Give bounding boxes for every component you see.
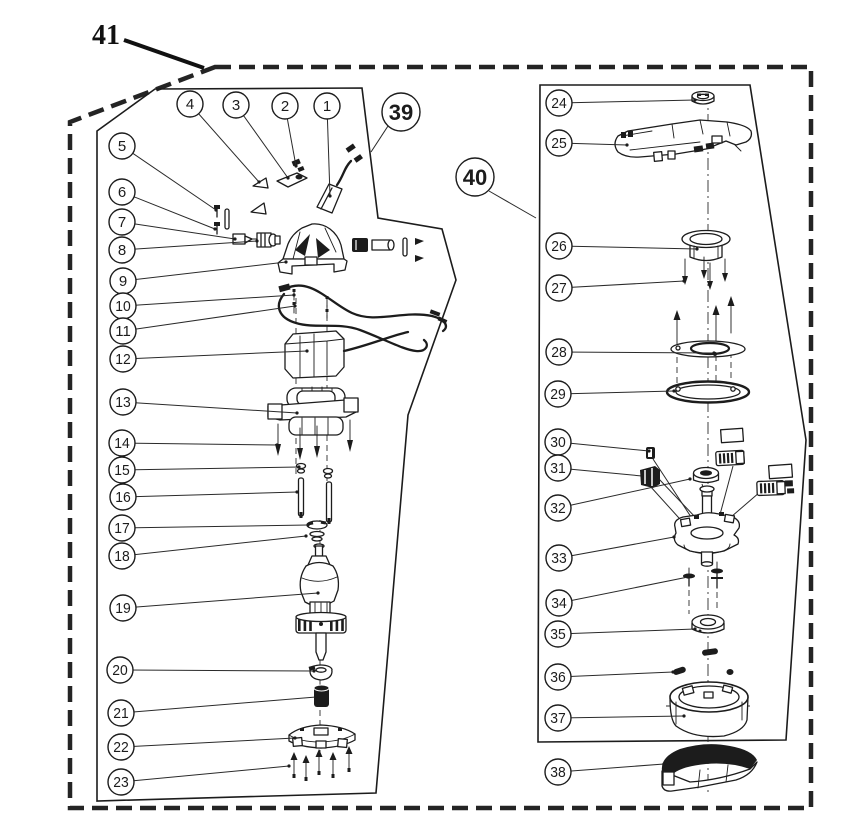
callout-number: 4 — [185, 96, 195, 113]
drawing-shape — [694, 145, 704, 152]
drawing-shape — [700, 470, 712, 476]
drawing-shape — [344, 398, 358, 412]
callout-number: 11 — [115, 323, 131, 340]
leader-line — [190, 104, 259, 182]
callout-number: 15 — [114, 462, 130, 479]
leader-dot — [682, 714, 685, 717]
drawing-shape — [676, 385, 740, 399]
drawing-shape — [316, 546, 323, 556]
drawing-shape — [663, 772, 674, 785]
callout-number: 33 — [551, 550, 567, 567]
leader-line — [559, 246, 697, 249]
leader-line — [120, 670, 314, 671]
drawing-shape — [736, 451, 745, 463]
drawing-shape — [253, 178, 268, 188]
label-number: 40 — [462, 165, 488, 190]
drawing-shape — [615, 120, 751, 157]
drawing-shape — [662, 744, 757, 773]
callout-number: 17 — [114, 520, 130, 537]
callout-number: 18 — [114, 548, 130, 565]
leader-line — [558, 672, 673, 677]
drawing-shape — [674, 310, 681, 320]
leader-dot — [257, 180, 260, 183]
drawing-shape — [283, 224, 344, 259]
leader-dot — [328, 194, 331, 197]
leader-dot — [305, 349, 308, 352]
leader-line — [123, 306, 295, 331]
drawing-shape — [769, 464, 793, 479]
drawing-shape — [285, 286, 432, 318]
drawing-shape — [312, 537, 322, 541]
leader-dot — [672, 535, 675, 538]
callout-1 — [314, 93, 340, 198]
callout-number: 13 — [115, 394, 131, 411]
leader-line — [558, 479, 690, 508]
drawing-shape — [724, 514, 734, 522]
drawing-shape — [681, 518, 691, 526]
drawing-shape — [348, 768, 351, 772]
drawing-shape — [300, 563, 338, 606]
drawing-shape — [303, 755, 310, 763]
leader-line — [122, 443, 277, 445]
part-stator — [285, 331, 408, 378]
drawing-shape — [760, 483, 763, 493]
part-bearing-35 — [692, 615, 724, 633]
leader-line — [123, 492, 297, 497]
drawing-shape — [721, 428, 744, 443]
callout-2 — [272, 93, 298, 168]
gearcase-assembly-panel — [538, 85, 806, 795]
drawing-shape — [768, 483, 771, 493]
leader-dot — [625, 143, 628, 146]
drawing-shape — [316, 668, 326, 672]
leader-line — [121, 697, 316, 713]
right-panel-outline — [538, 85, 806, 742]
drawing-shape — [344, 332, 408, 351]
leader-line — [559, 100, 695, 103]
drawing-shape — [705, 94, 709, 97]
callout-number: 22 — [113, 739, 129, 756]
drawing-shape — [701, 619, 716, 626]
leader-line — [122, 241, 257, 250]
drawing-shape — [672, 666, 686, 676]
drawing-shape — [327, 482, 332, 522]
callout-38 — [545, 759, 666, 785]
part-ring — [667, 382, 749, 403]
drawing-shape — [305, 777, 308, 781]
leader-dot — [686, 575, 689, 578]
part-bearing-20 — [309, 665, 332, 680]
leader-line — [122, 525, 308, 528]
panel-label-40 — [456, 158, 536, 218]
part-brushes — [299, 478, 332, 524]
callout-number: 30 — [550, 434, 566, 451]
drawing-shape — [701, 270, 707, 279]
drawing-shape — [354, 154, 363, 163]
callout-14 — [109, 430, 279, 456]
drawing-shape — [727, 669, 734, 675]
drawing-shape — [318, 771, 321, 775]
callout-20 — [107, 657, 316, 683]
drawing-shape — [722, 273, 728, 282]
drawing-shape — [415, 238, 424, 245]
callout-number: 35 — [550, 626, 566, 643]
part-washers-17-18 — [307, 521, 327, 541]
part-screws-27 — [682, 257, 728, 290]
callout-number: 6 — [117, 184, 127, 201]
callout-number: 36 — [550, 669, 566, 686]
leader-dot — [275, 443, 278, 446]
part-bearing-plate — [289, 725, 355, 748]
drawing-shape — [704, 692, 713, 698]
callout-number: 19 — [115, 600, 131, 617]
leader-dot — [640, 474, 643, 477]
part-pins-36 — [672, 648, 733, 676]
leader-dot — [671, 670, 674, 673]
leader-line — [558, 629, 695, 634]
leader-line — [558, 764, 664, 772]
drawing-shape — [338, 739, 348, 748]
leader-dot — [312, 669, 315, 672]
callout-number: 29 — [550, 386, 566, 403]
drawing-shape — [285, 331, 344, 378]
drawing-shape — [325, 474, 332, 478]
drawing-shape — [676, 387, 680, 391]
callout-29 — [545, 381, 676, 407]
leader-line — [558, 442, 649, 451]
leader-dot — [688, 477, 691, 480]
callout-layer — [107, 90, 716, 795]
drawing-shape — [403, 238, 407, 256]
part-threaded-adjuster-b — [757, 464, 794, 495]
leader-dot — [214, 208, 217, 211]
drawing-shape — [415, 255, 424, 262]
drawing-shape — [713, 305, 720, 315]
drawing-shape — [293, 774, 296, 778]
leader-dot — [712, 351, 715, 354]
drawing-shape — [690, 234, 722, 245]
callout-number: 1 — [322, 98, 332, 115]
drawing-shape — [728, 296, 735, 306]
callout-number: 21 — [113, 705, 129, 722]
callout-33 — [546, 535, 676, 571]
drawing-shape — [314, 446, 320, 458]
leader-line — [489, 191, 536, 218]
drawing-shape — [314, 685, 329, 691]
drawing-shape — [275, 236, 280, 244]
callout-number: 37 — [550, 710, 566, 727]
leader-dot — [682, 279, 685, 282]
drawing-shape — [777, 482, 785, 494]
part-lever-assembly — [615, 120, 751, 161]
drawing-shape — [347, 440, 353, 452]
leader-dot — [295, 411, 298, 414]
leader-line — [123, 593, 318, 608]
callout-21 — [108, 695, 318, 726]
part-cap-nut — [692, 92, 714, 105]
callout-26 — [546, 233, 699, 259]
drawing-shape — [719, 512, 724, 516]
leader-dot — [286, 176, 289, 179]
panel-label-layer — [371, 93, 536, 218]
drawing-shape — [300, 728, 304, 731]
drawing-shape — [731, 387, 735, 391]
callout-34 — [546, 575, 690, 616]
drawing-shape — [372, 240, 390, 250]
drawing-shape — [757, 480, 794, 495]
callout-18 — [109, 534, 308, 569]
callout-number: 20 — [112, 662, 128, 679]
leader-dot — [293, 736, 296, 739]
part-cord-clip — [292, 159, 305, 172]
drawing-shape — [787, 488, 794, 493]
part-cord-guard — [317, 143, 363, 213]
part-screws-23 — [291, 746, 353, 781]
leader-dot — [295, 490, 298, 493]
callout-number: 5 — [117, 138, 127, 155]
part-screws-28 — [674, 296, 735, 345]
leader-dot — [292, 293, 295, 296]
part-clamp-plate — [277, 173, 307, 187]
drawing-shape — [702, 648, 719, 656]
callout-number: 23 — [113, 774, 129, 791]
drawing-shape — [658, 478, 697, 519]
part-block — [646, 447, 655, 459]
leader-dot — [233, 237, 236, 240]
drawing-shape — [297, 448, 303, 460]
drawing-shape — [702, 562, 713, 566]
callout-number: 38 — [550, 764, 566, 781]
leader-line — [123, 295, 294, 306]
callout-23 — [108, 764, 291, 795]
leader-line — [123, 262, 286, 281]
drawing-shape — [676, 346, 680, 350]
drawing-shape — [316, 741, 326, 748]
callout-16 — [110, 484, 299, 510]
callout-number: 32 — [550, 500, 566, 517]
drawing-shape — [298, 469, 305, 473]
callout-number: 24 — [551, 95, 567, 112]
leader-line — [121, 766, 289, 782]
leader-dot — [647, 449, 650, 452]
drawing-shape — [699, 630, 702, 633]
part-threaded-adjuster-a — [716, 428, 745, 465]
callout-number: 14 — [114, 435, 130, 452]
drawing-shape — [654, 152, 663, 162]
drawing-shape — [621, 132, 626, 138]
callout-number: 7 — [117, 214, 127, 231]
callout-number: 34 — [551, 595, 567, 612]
drawing-shape — [337, 161, 351, 185]
leader-line — [122, 192, 215, 229]
drawing-shape — [697, 94, 701, 97]
callout-30 — [545, 429, 651, 455]
outer-label-leader — [124, 40, 204, 68]
drawing-shape — [731, 492, 760, 517]
callout-number: 27 — [551, 280, 567, 297]
callout-number: 10 — [115, 298, 131, 315]
leader-line — [122, 536, 306, 556]
leader-dot — [662, 762, 665, 765]
drawing-shape — [712, 136, 722, 143]
leader-dot — [284, 260, 287, 263]
callout-32 — [545, 477, 692, 521]
drawing-shape — [653, 459, 695, 523]
part-guard — [662, 744, 757, 791]
drawing-shape — [251, 203, 266, 214]
leader-line — [123, 351, 307, 359]
outer-label-41: 41 — [92, 20, 120, 51]
callout-19 — [110, 591, 320, 621]
leader-dot — [693, 98, 696, 101]
drawing-shape — [316, 633, 326, 660]
leader-dot — [293, 304, 296, 307]
callout-number: 31 — [550, 460, 566, 477]
leader-line — [122, 467, 299, 470]
callout-15 — [109, 457, 301, 483]
drawing-shape — [310, 532, 324, 537]
drawing-shape — [225, 209, 229, 229]
drawing-shape — [297, 166, 304, 172]
drawing-shape — [277, 173, 307, 187]
callout-number: 28 — [551, 344, 567, 361]
callout-number: 16 — [115, 489, 131, 506]
part-connector — [257, 233, 280, 247]
callout-number: 8 — [117, 242, 127, 259]
drawing-shape — [691, 527, 723, 539]
callout-number: 12 — [115, 351, 131, 368]
leader-line — [121, 738, 295, 747]
drawing-shape — [324, 469, 333, 474]
leader-dot — [672, 389, 675, 392]
part-spindle-assembly — [674, 486, 739, 566]
drawing-shape — [296, 175, 303, 180]
leader-dot — [316, 591, 319, 594]
drawing-shape — [352, 238, 368, 252]
leader-dot — [294, 164, 297, 167]
drawing-shape — [764, 483, 767, 493]
callout-12 — [110, 346, 309, 372]
leader-line — [559, 537, 674, 558]
callout-number: 9 — [118, 273, 128, 290]
drawing-shape — [328, 518, 331, 524]
drawing-shape — [338, 728, 342, 731]
callout-37 — [545, 705, 686, 731]
drawing-shape — [346, 143, 356, 152]
part-collar — [682, 231, 730, 261]
part-collar-nut — [694, 468, 719, 483]
callout-number: 3 — [231, 97, 241, 114]
drawing-shape — [291, 752, 298, 760]
leader-dot — [287, 764, 290, 767]
drawing-shape — [735, 145, 741, 151]
callout-number: 26 — [551, 238, 567, 255]
drawing-shape — [332, 774, 335, 778]
label-number: 39 — [388, 100, 414, 125]
part-capacitor — [352, 238, 424, 262]
leader-line — [122, 146, 216, 210]
leader-dot — [695, 247, 698, 250]
leader-dot — [304, 534, 307, 537]
drawing-shape — [319, 622, 323, 626]
callout-11 — [110, 304, 297, 344]
drawing-shape — [330, 752, 337, 760]
callout-10 — [110, 293, 296, 319]
drawing-shape — [314, 728, 328, 735]
drawing-shape — [305, 257, 317, 265]
callout-13 — [110, 389, 299, 415]
part-bearing-cup — [670, 682, 748, 737]
callout-22 — [108, 734, 297, 760]
drawing-shape — [628, 131, 633, 137]
drawing-shape — [785, 480, 793, 486]
drawing-shape — [694, 515, 699, 519]
drawing-shape — [388, 240, 394, 250]
part-field-case — [268, 387, 358, 435]
leader-line — [559, 577, 688, 603]
leader-dot — [297, 465, 300, 468]
drawing-shape — [300, 512, 303, 518]
drawing-shape — [289, 417, 343, 435]
leader-dot — [213, 227, 216, 230]
drawing-shape — [299, 478, 304, 516]
leader-line — [558, 716, 684, 718]
callout-27 — [546, 275, 686, 301]
drawing-shape — [296, 613, 346, 622]
part-armature — [296, 544, 346, 660]
leader-line — [559, 281, 684, 288]
drawing-shape — [716, 450, 745, 465]
leader-dot — [306, 523, 309, 526]
leader-line — [371, 126, 388, 152]
leader-dot — [255, 239, 258, 242]
drawing-shape — [668, 151, 675, 159]
leader-line — [558, 391, 674, 394]
callout-17 — [109, 515, 310, 541]
callout-number: 25 — [551, 135, 567, 152]
callout-9 — [110, 260, 288, 294]
drawing-shape — [700, 486, 714, 492]
leader-dot — [314, 695, 317, 698]
part-motor-housing — [278, 224, 347, 274]
callout-24 — [546, 90, 697, 116]
callout-31 — [545, 455, 644, 481]
drawing-shape — [772, 483, 775, 493]
callout-35 — [545, 621, 697, 647]
callout-36 — [545, 664, 675, 690]
leader-dot — [693, 627, 696, 630]
callout-number: 2 — [280, 98, 290, 115]
drawing-shape — [316, 749, 323, 757]
panel-label-39 — [371, 93, 420, 152]
part-flange-plate — [671, 341, 745, 357]
